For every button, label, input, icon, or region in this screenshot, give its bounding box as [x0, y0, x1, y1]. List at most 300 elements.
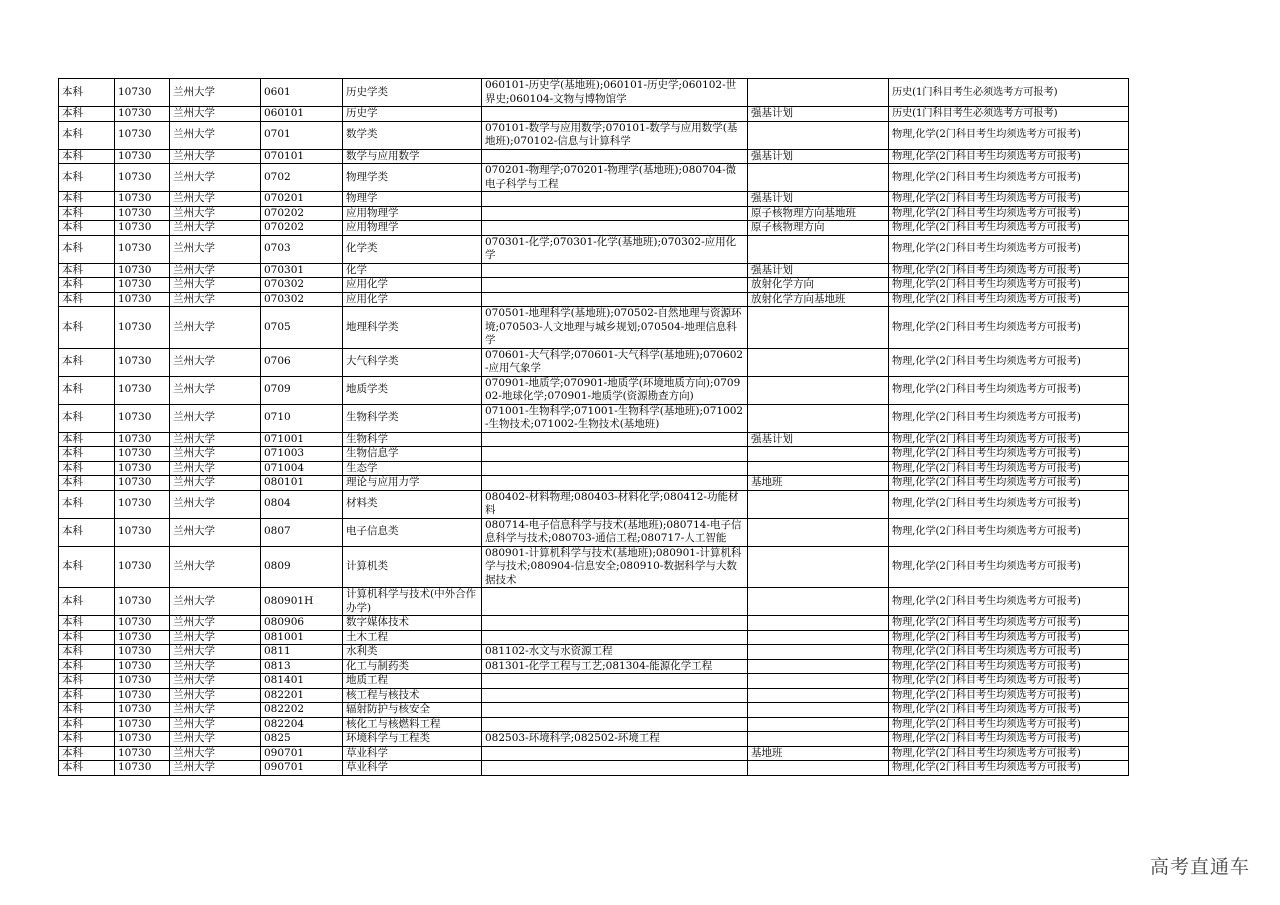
level-cell: 本科 [59, 149, 115, 164]
major-name-cell: 生物科学 [343, 432, 482, 447]
remark-cell [748, 703, 889, 718]
remark-cell: 强基计划 [748, 192, 889, 207]
major-code-cell: 071004 [261, 461, 343, 476]
remark-cell [748, 732, 889, 747]
level-cell: 本科 [59, 107, 115, 122]
school-name-cell: 兰州大学 [170, 645, 261, 660]
remark-cell [748, 447, 889, 462]
school-code-cell: 10730 [115, 263, 170, 278]
major-code-cell: 090701 [261, 746, 343, 761]
remark-cell [748, 164, 889, 192]
school-name-cell: 兰州大学 [170, 432, 261, 447]
major-code-cell: 071001 [261, 432, 343, 447]
level-cell: 本科 [59, 461, 115, 476]
included-majors-cell [482, 278, 748, 293]
major-code-cell: 0813 [261, 659, 343, 674]
subject-requirement-cell: 物理,化学(2门科目考生均须选考方可报考) [889, 292, 1129, 307]
major-name-cell: 理论与应用力学 [343, 476, 482, 491]
remark-cell: 放射化学方向 [748, 278, 889, 293]
included-majors-cell [482, 432, 748, 447]
remark-cell: 原子核物理方向 [748, 221, 889, 236]
included-majors-cell: 070301-化学;070301-化学(基地班);070302-应用化学 [482, 235, 748, 263]
major-code-cell: 070101 [261, 149, 343, 164]
subject-requirement-cell: 物理,化学(2门科目考生均须选考方可报考) [889, 616, 1129, 631]
included-majors-cell [482, 688, 748, 703]
major-name-cell: 应用物理学 [343, 221, 482, 236]
table-row [59, 746, 1129, 761]
level-cell: 本科 [59, 432, 115, 447]
level-cell: 本科 [59, 79, 115, 107]
major-name-cell: 生物信息学 [343, 447, 482, 462]
included-majors-cell [482, 746, 748, 761]
major-code-cell: 070302 [261, 292, 343, 307]
subject-requirement-cell: 物理,化学(2门科目考生均须选考方可报考) [889, 348, 1129, 376]
included-majors-cell: 080714-电子信息科学与技术(基地班);080714-电子信息科学与技术;080703-通信工程;080717-人工智能 [482, 518, 748, 546]
school-name-cell: 兰州大学 [170, 490, 261, 518]
major-name-cell: 大气科学类 [343, 348, 482, 376]
table-row [59, 518, 1129, 546]
school-name-cell: 兰州大学 [170, 307, 261, 349]
subject-requirement-cell: 物理,化学(2门科目考生均须选考方可报考) [889, 518, 1129, 546]
remark-cell [748, 79, 889, 107]
major-name-cell: 土木工程 [343, 630, 482, 645]
remark-cell [748, 761, 889, 776]
subject-requirement-cell: 历史(1门科目考生必须选考方可报考) [889, 107, 1129, 122]
subject-requirement-cell: 物理,化学(2门科目考生均须选考方可报考) [889, 192, 1129, 207]
remark-cell [748, 235, 889, 263]
included-majors-cell: 081102-水文与水资源工程 [482, 645, 748, 660]
included-majors-cell [482, 107, 748, 122]
level-cell: 本科 [59, 404, 115, 432]
table-row [59, 263, 1129, 278]
school-name-cell: 兰州大学 [170, 278, 261, 293]
subject-requirement-cell: 物理,化学(2门科目考生均须选考方可报考) [889, 761, 1129, 776]
major-code-cell: 082204 [261, 717, 343, 732]
level-cell: 本科 [59, 518, 115, 546]
major-name-cell: 应用化学 [343, 278, 482, 293]
major-name-cell: 数字媒体技术 [343, 616, 482, 631]
school-name-cell: 兰州大学 [170, 659, 261, 674]
remark-cell: 放射化学方向基地班 [748, 292, 889, 307]
major-code-cell: 0710 [261, 404, 343, 432]
table-row [59, 645, 1129, 660]
school-name-cell: 兰州大学 [170, 149, 261, 164]
major-name-cell: 化学 [343, 263, 482, 278]
included-majors-cell [482, 221, 748, 236]
major-code-cell: 060101 [261, 107, 343, 122]
school-name-cell: 兰州大学 [170, 630, 261, 645]
table-row [59, 674, 1129, 689]
subject-requirement-cell: 历史(1门科目考生必须选考方可报考) [889, 79, 1129, 107]
included-majors-cell [482, 674, 748, 689]
level-cell: 本科 [59, 630, 115, 645]
school-name-cell: 兰州大学 [170, 688, 261, 703]
subject-requirement-cell: 物理,化学(2门科目考生均须选考方可报考) [889, 206, 1129, 221]
table-row [59, 278, 1129, 293]
included-majors-cell [482, 588, 748, 616]
major-name-cell: 物理学 [343, 192, 482, 207]
major-name-cell: 辐射防护与核安全 [343, 703, 482, 718]
school-code-cell: 10730 [115, 717, 170, 732]
subject-requirement-cell: 物理,化学(2门科目考生均须选考方可报考) [889, 674, 1129, 689]
included-majors-cell [482, 630, 748, 645]
school-code-cell: 10730 [115, 688, 170, 703]
subject-requirement-cell: 物理,化学(2门科目考生均须选考方可报考) [889, 278, 1129, 293]
major-code-cell: 0702 [261, 164, 343, 192]
subject-requirement-cell: 物理,化学(2门科目考生均须选考方可报考) [889, 432, 1129, 447]
school-code-cell: 10730 [115, 659, 170, 674]
major-code-cell: 0804 [261, 490, 343, 518]
major-code-cell: 070202 [261, 206, 343, 221]
remark-cell: 基地班 [748, 476, 889, 491]
level-cell: 本科 [59, 659, 115, 674]
remark-cell [748, 348, 889, 376]
school-code-cell: 10730 [115, 490, 170, 518]
school-code-cell: 10730 [115, 732, 170, 747]
major-code-cell: 080906 [261, 616, 343, 631]
school-name-cell: 兰州大学 [170, 376, 261, 404]
major-code-cell: 070302 [261, 278, 343, 293]
included-majors-cell [482, 447, 748, 462]
remark-cell [748, 659, 889, 674]
school-code-cell: 10730 [115, 746, 170, 761]
school-name-cell: 兰州大学 [170, 761, 261, 776]
school-name-cell: 兰州大学 [170, 461, 261, 476]
included-majors-cell [482, 263, 748, 278]
school-code-cell: 10730 [115, 164, 170, 192]
school-code-cell: 10730 [115, 645, 170, 660]
subject-requirement-cell: 物理,化学(2门科目考生均须选考方可报考) [889, 263, 1129, 278]
major-name-cell: 历史学 [343, 107, 482, 122]
table-row [59, 476, 1129, 491]
school-code-cell: 10730 [115, 588, 170, 616]
included-majors-cell: 070901-地质学;070901-地质学(环境地质方向);070902-地球化学;070901-地质学(资源勘查方向) [482, 376, 748, 404]
remark-cell [748, 616, 889, 631]
subject-requirement-cell: 物理,化学(2门科目考生均须选考方可报考) [889, 221, 1129, 236]
subject-requirement-cell: 物理,化学(2门科目考生均须选考方可报考) [889, 447, 1129, 462]
major-code-cell: 071003 [261, 447, 343, 462]
major-name-cell: 核工程与核技术 [343, 688, 482, 703]
major-code-cell: 0709 [261, 376, 343, 404]
level-cell: 本科 [59, 376, 115, 404]
remark-cell [748, 588, 889, 616]
subject-requirement-cell: 物理,化学(2门科目考生均须选考方可报考) [889, 461, 1129, 476]
table-row [59, 630, 1129, 645]
table-row [59, 447, 1129, 462]
level-cell: 本科 [59, 674, 115, 689]
school-code-cell: 10730 [115, 546, 170, 588]
included-majors-cell [482, 717, 748, 732]
remark-cell [748, 490, 889, 518]
level-cell: 本科 [59, 235, 115, 263]
subject-requirement-cell: 物理,化学(2门科目考生均须选考方可报考) [889, 659, 1129, 674]
subject-requirement-cell: 物理,化学(2门科目考生均须选考方可报考) [889, 645, 1129, 660]
major-code-cell: 0809 [261, 546, 343, 588]
major-code-cell: 070201 [261, 192, 343, 207]
level-cell: 本科 [59, 121, 115, 149]
major-name-cell: 应用化学 [343, 292, 482, 307]
major-code-cell: 080901H [261, 588, 343, 616]
school-code-cell: 10730 [115, 447, 170, 462]
school-name-cell: 兰州大学 [170, 404, 261, 432]
remark-cell [748, 121, 889, 149]
included-majors-cell: 071001-生物科学;071001-生物科学(基地班);071002-生物技术;071002-生物技术(基地班) [482, 404, 748, 432]
table-row [59, 149, 1129, 164]
table-row [59, 717, 1129, 732]
major-code-cell: 0807 [261, 518, 343, 546]
major-code-cell: 0706 [261, 348, 343, 376]
table-row [59, 588, 1129, 616]
school-code-cell: 10730 [115, 703, 170, 718]
remark-cell [748, 518, 889, 546]
remark-cell [748, 688, 889, 703]
table-row [59, 404, 1129, 432]
school-code-cell: 10730 [115, 348, 170, 376]
level-cell: 本科 [59, 717, 115, 732]
major-code-cell: 090701 [261, 761, 343, 776]
school-name-cell: 兰州大学 [170, 79, 261, 107]
level-cell: 本科 [59, 348, 115, 376]
school-code-cell: 10730 [115, 432, 170, 447]
subject-requirement-cell: 物理,化学(2门科目考生均须选考方可报考) [889, 376, 1129, 404]
school-name-cell: 兰州大学 [170, 263, 261, 278]
major-name-cell: 数学与应用数学 [343, 149, 482, 164]
included-majors-cell: 070101-数学与应用数学;070101-数学与应用数学(基地班);070102-信息与计算科学 [482, 121, 748, 149]
included-majors-cell: 080402-材料物理;080403-材料化学;080412-功能材料 [482, 490, 748, 518]
major-code-cell: 0601 [261, 79, 343, 107]
major-code-cell: 0705 [261, 307, 343, 349]
table-row [59, 235, 1129, 263]
included-majors-cell [482, 761, 748, 776]
level-cell: 本科 [59, 746, 115, 761]
major-name-cell: 地质工程 [343, 674, 482, 689]
major-name-cell: 草业科学 [343, 761, 482, 776]
school-name-cell: 兰州大学 [170, 206, 261, 221]
remark-cell [748, 376, 889, 404]
table-row [59, 688, 1129, 703]
subject-requirement-cell: 物理,化学(2门科目考生均须选考方可报考) [889, 588, 1129, 616]
remark-cell [748, 404, 889, 432]
school-name-cell: 兰州大学 [170, 164, 261, 192]
table-row [59, 79, 1129, 107]
level-cell: 本科 [59, 703, 115, 718]
school-code-cell: 10730 [115, 235, 170, 263]
table-row [59, 107, 1129, 122]
table-row [59, 432, 1129, 447]
school-code-cell: 10730 [115, 307, 170, 349]
remark-cell [748, 630, 889, 645]
level-cell: 本科 [59, 732, 115, 747]
subject-requirement-cell: 物理,化学(2门科目考生均须选考方可报考) [889, 717, 1129, 732]
subject-requirement-cell: 物理,化学(2门科目考生均须选考方可报考) [889, 164, 1129, 192]
major-name-cell: 地理科学类 [343, 307, 482, 349]
school-code-cell: 10730 [115, 630, 170, 645]
level-cell: 本科 [59, 447, 115, 462]
remark-cell: 强基计划 [748, 107, 889, 122]
major-code-cell: 082202 [261, 703, 343, 718]
major-name-cell: 水利类 [343, 645, 482, 660]
included-majors-cell: 070201-物理学;070201-物理学(基地班);080704-微电子科学与工程 [482, 164, 748, 192]
subject-requirement-cell: 物理,化学(2门科目考生均须选考方可报考) [889, 307, 1129, 349]
included-majors-cell [482, 149, 748, 164]
table-row [59, 732, 1129, 747]
level-cell: 本科 [59, 164, 115, 192]
school-name-cell: 兰州大学 [170, 616, 261, 631]
level-cell: 本科 [59, 761, 115, 776]
level-cell: 本科 [59, 688, 115, 703]
major-code-cell: 070202 [261, 221, 343, 236]
level-cell: 本科 [59, 307, 115, 349]
level-cell: 本科 [59, 490, 115, 518]
school-name-cell: 兰州大学 [170, 447, 261, 462]
remark-cell [748, 461, 889, 476]
major-name-cell: 生态学 [343, 461, 482, 476]
major-name-cell: 草业科学 [343, 746, 482, 761]
included-majors-cell [482, 476, 748, 491]
table-body [59, 79, 1129, 776]
school-code-cell: 10730 [115, 107, 170, 122]
school-code-cell: 10730 [115, 206, 170, 221]
level-cell: 本科 [59, 192, 115, 207]
table-row [59, 376, 1129, 404]
remark-cell [748, 307, 889, 349]
included-majors-cell [482, 206, 748, 221]
school-name-cell: 兰州大学 [170, 292, 261, 307]
subject-requirement-cell: 物理,化学(2门科目考生均须选考方可报考) [889, 490, 1129, 518]
subject-requirement-cell: 物理,化学(2门科目考生均须选考方可报考) [889, 404, 1129, 432]
table-row [59, 121, 1129, 149]
subject-requirement-cell: 物理,化学(2门科目考生均须选考方可报考) [889, 703, 1129, 718]
major-name-cell: 生物科学类 [343, 404, 482, 432]
major-name-cell: 化工与制药类 [343, 659, 482, 674]
subject-requirement-cell: 物理,化学(2门科目考生均须选考方可报考) [889, 688, 1129, 703]
school-code-cell: 10730 [115, 461, 170, 476]
level-cell: 本科 [59, 546, 115, 588]
major-name-cell: 计算机类 [343, 546, 482, 588]
subject-requirement-cell: 物理,化学(2门科目考生均须选考方可报考) [889, 746, 1129, 761]
major-name-cell: 计算机科学与技术(中外合作办学) [343, 588, 482, 616]
school-code-cell: 10730 [115, 121, 170, 149]
remark-cell [748, 674, 889, 689]
subject-requirement-cell: 物理,化学(2门科目考生均须选考方可报考) [889, 732, 1129, 747]
school-code-cell: 10730 [115, 616, 170, 631]
remark-cell: 基地班 [748, 746, 889, 761]
table-row [59, 192, 1129, 207]
major-name-cell: 环境科学与工程类 [343, 732, 482, 747]
remark-cell [748, 546, 889, 588]
table-row [59, 490, 1129, 518]
included-majors-cell [482, 192, 748, 207]
school-name-cell: 兰州大学 [170, 732, 261, 747]
school-code-cell: 10730 [115, 476, 170, 491]
subject-requirement-cell: 物理,化学(2门科目考生均须选考方可报考) [889, 476, 1129, 491]
table-row [59, 164, 1129, 192]
level-cell: 本科 [59, 645, 115, 660]
included-majors-cell [482, 461, 748, 476]
table-row [59, 546, 1129, 588]
school-code-cell: 10730 [115, 292, 170, 307]
included-majors-cell: 070501-地理科学(基地班);070502-自然地理与资源环境;070503-人文地理与城乡规划;070504-地理信息科学 [482, 307, 748, 349]
remark-cell: 强基计划 [748, 432, 889, 447]
major-name-cell: 材料类 [343, 490, 482, 518]
major-name-cell: 电子信息类 [343, 518, 482, 546]
level-cell: 本科 [59, 292, 115, 307]
school-code-cell: 10730 [115, 404, 170, 432]
included-majors-cell: 080901-计算机科学与技术(基地班);080901-计算机科学与技术;080904-信息安全;080910-数据科学与大数据技术 [482, 546, 748, 588]
subject-requirement-cell: 物理,化学(2门科目考生均须选考方可报考) [889, 235, 1129, 263]
table-row [59, 703, 1129, 718]
included-majors-cell [482, 616, 748, 631]
school-name-cell: 兰州大学 [170, 674, 261, 689]
school-code-cell: 10730 [115, 192, 170, 207]
subject-requirement-cell: 物理,化学(2门科目考生均须选考方可报考) [889, 546, 1129, 588]
included-majors-cell: 081301-化学工程与工艺;081304-能源化学工程 [482, 659, 748, 674]
school-code-cell: 10730 [115, 79, 170, 107]
table-row [59, 206, 1129, 221]
major-code-cell: 081401 [261, 674, 343, 689]
major-name-cell: 历史学类 [343, 79, 482, 107]
included-majors-cell [482, 703, 748, 718]
school-code-cell: 10730 [115, 221, 170, 236]
major-name-cell: 应用物理学 [343, 206, 482, 221]
school-code-cell: 10730 [115, 376, 170, 404]
school-code-cell: 10730 [115, 278, 170, 293]
subject-requirement-cell: 物理,化学(2门科目考生均须选考方可报考) [889, 149, 1129, 164]
school-name-cell: 兰州大学 [170, 546, 261, 588]
major-name-cell: 数学类 [343, 121, 482, 149]
school-code-cell: 10730 [115, 761, 170, 776]
major-code-cell: 080101 [261, 476, 343, 491]
level-cell: 本科 [59, 588, 115, 616]
table-row [59, 761, 1129, 776]
major-code-cell: 082201 [261, 688, 343, 703]
subject-requirement-cell: 物理,化学(2门科目考生均须选考方可报考) [889, 121, 1129, 149]
school-name-cell: 兰州大学 [170, 235, 261, 263]
school-code-cell: 10730 [115, 149, 170, 164]
level-cell: 本科 [59, 616, 115, 631]
admission-requirements-table [58, 78, 1129, 776]
school-name-cell: 兰州大学 [170, 746, 261, 761]
school-name-cell: 兰州大学 [170, 588, 261, 616]
table-row [59, 616, 1129, 631]
remark-cell: 强基计划 [748, 263, 889, 278]
major-name-cell: 物理学类 [343, 164, 482, 192]
major-name-cell: 核化工与核燃料工程 [343, 717, 482, 732]
school-name-cell: 兰州大学 [170, 717, 261, 732]
school-name-cell: 兰州大学 [170, 518, 261, 546]
school-name-cell: 兰州大学 [170, 107, 261, 122]
major-name-cell: 地质学类 [343, 376, 482, 404]
table-row [59, 307, 1129, 349]
level-cell: 本科 [59, 221, 115, 236]
table-row [59, 659, 1129, 674]
major-code-cell: 081001 [261, 630, 343, 645]
school-name-cell: 兰州大学 [170, 121, 261, 149]
subject-requirement-cell: 物理,化学(2门科目考生均须选考方可报考) [889, 630, 1129, 645]
level-cell: 本科 [59, 263, 115, 278]
school-name-cell: 兰州大学 [170, 348, 261, 376]
major-code-cell: 0703 [261, 235, 343, 263]
table-row [59, 348, 1129, 376]
remark-cell [748, 645, 889, 660]
remark-cell [748, 717, 889, 732]
major-code-cell: 0701 [261, 121, 343, 149]
included-majors-cell: 082503-环境科学;082502-环境工程 [482, 732, 748, 747]
level-cell: 本科 [59, 476, 115, 491]
included-majors-cell: 060101-历史学(基地班);060101-历史学;060102-世界史;060104-文物与博物馆学 [482, 79, 748, 107]
major-code-cell: 0811 [261, 645, 343, 660]
table-row [59, 221, 1129, 236]
